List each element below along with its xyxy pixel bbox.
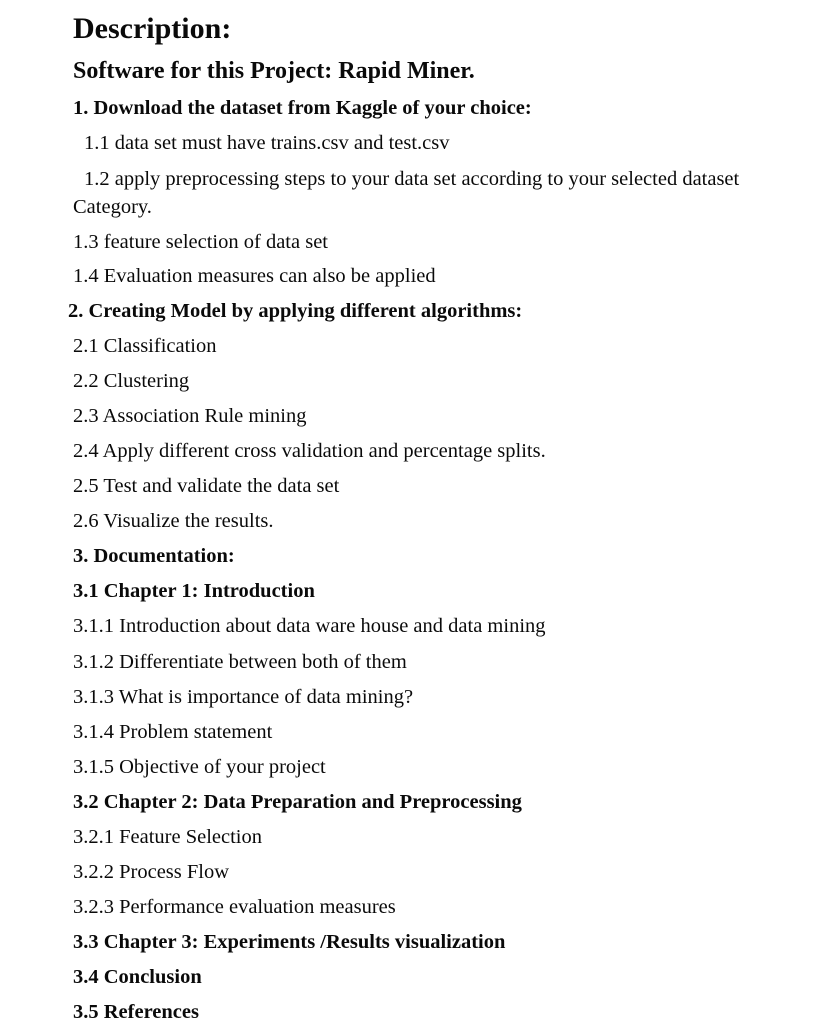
conclusion-title: 3.4 Conclusion xyxy=(73,966,202,988)
references-title: 3.5 References xyxy=(73,1001,199,1023)
item-3-2-1: 3.2.1 Feature Selection xyxy=(73,826,263,848)
item-2-3: 2.3 Association Rule mining xyxy=(73,405,307,427)
section-1-title: 1. Download the dataset from Kaggle of your choice: xyxy=(73,97,532,119)
item-1-2: 1.2 apply preprocessing steps to your data set according to your selected dataset xyxy=(84,168,740,190)
item-1-3: 1.3 feature selection of data set xyxy=(73,231,328,253)
item-1-4: 1.4 Evaluation measures can also be applied xyxy=(73,265,436,287)
software-line: Software for this Project: Rapid Miner. xyxy=(73,58,475,84)
chapter-2-title: 3.2 Chapter 2: Data Preparation and Preprocessing xyxy=(73,791,522,813)
item-2-2: 2.2 Clustering xyxy=(73,370,190,392)
item-2-4: 2.4 Apply different cross validation and percentage splits. xyxy=(73,440,546,462)
item-3-2-3: 3.2.3 Performance evaluation measures xyxy=(73,896,396,918)
item-3-1-1: 3.1.1 Introduction about data ware house and data mining xyxy=(73,615,546,637)
page-heading: Description: xyxy=(73,12,232,45)
chapter-1-title: 3.1 Chapter 1: Introduction xyxy=(73,580,315,602)
item-3-1-2: 3.1.2 Differentiate between both of them xyxy=(73,651,407,673)
item-3-1-4: 3.1.4 Problem statement xyxy=(73,721,273,743)
item-3-1-3: 3.1.3 What is importance of data mining? xyxy=(73,686,414,708)
item-1-2-continued: Category. xyxy=(73,196,152,218)
item-2-1: 2.1 Classification xyxy=(73,335,217,357)
section-2-title: 2. Creating Model by applying different algorithms: xyxy=(68,300,523,322)
item-1-1: 1.1 data set must have trains.csv and test.csv xyxy=(84,132,450,154)
item-2-6: 2.6 Visualize the results. xyxy=(73,510,274,532)
item-3-1-5: 3.1.5 Objective of your project xyxy=(73,756,326,778)
item-2-5: 2.5 Test and validate the data set xyxy=(73,475,340,497)
chapter-3-title: 3.3 Chapter 3: Experiments /Results visualization xyxy=(73,931,506,953)
item-3-2-2: 3.2.2 Process Flow xyxy=(73,861,230,883)
section-3-title: 3. Documentation: xyxy=(73,545,235,567)
